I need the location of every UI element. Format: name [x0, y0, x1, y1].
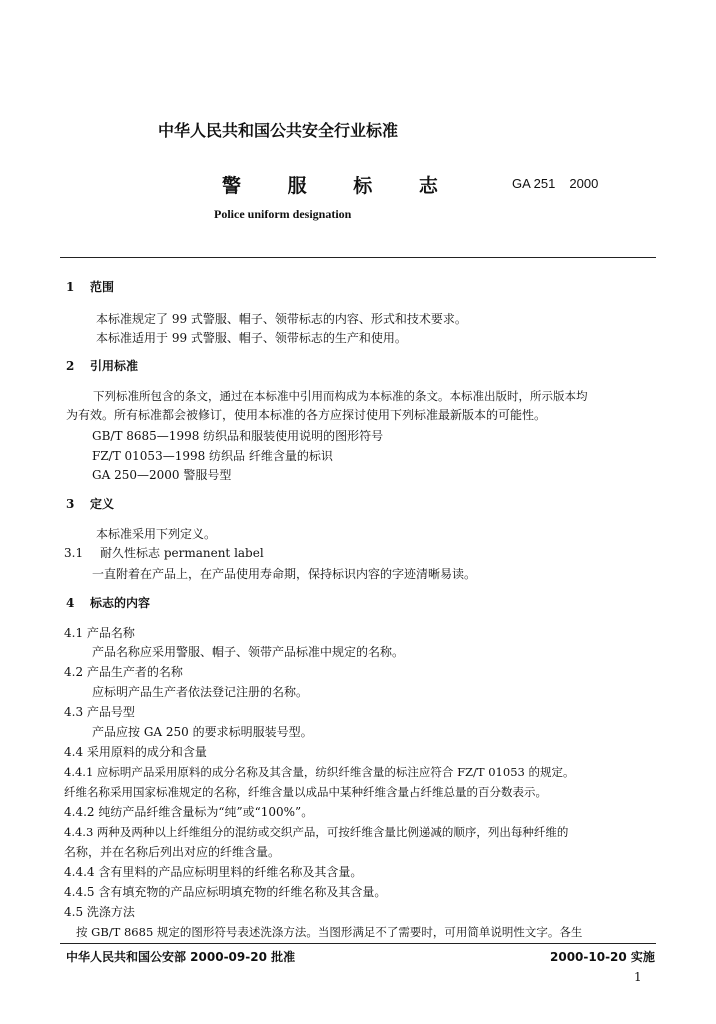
section-4-4-1-line-1: 4.4.1 应标明产品采用原料的成分名称及其含量，纺织纤维含量的标注应符合 FZ/T 01053 的规定。 [64, 765, 575, 779]
section-4-number: 4 [66, 596, 75, 610]
section-3-1-para: 一直附着在产品上，在产品使用寿命期，保持标识内容的字迹清晰易读。 [92, 567, 477, 581]
approval-date: 中华人民共和国公安部 2000-09-20 批准 [66, 950, 296, 964]
standard-code [512, 176, 598, 191]
section-4-2-para: 应标明产品生产者依法登记注册的名称。 [92, 685, 309, 699]
section-4-3-heading: 4.3 产品号型 [64, 705, 135, 719]
english-title: Police uniform designation [214, 207, 352, 221]
section-4-5-heading: 4.5 洗涤方法 [64, 905, 135, 919]
reference-2: FZ/T 01053—1998 纺织品 纤维含量的标识 [92, 449, 333, 463]
section-4-4-heading: 4.4 采用原料的成分和含量 [64, 745, 207, 759]
standard-code-year: 2000 [569, 176, 599, 191]
section-4-4-4: 4.4.4 含有里料的产品应标明里料的纤维名称及其含量。 [64, 865, 363, 879]
section-4-2-heading: 4.2 产品生产者的名称 [64, 665, 183, 679]
section-1-number: 1 [66, 280, 75, 294]
section-3-1-title: 耐久性标志 permanent label [100, 546, 264, 560]
footer-divider [60, 943, 656, 944]
section-2-para-line-2: 为有效。所有标准都会被修订，使用本标准的各方应探讨使用下列标准最新版本的可能性。 [66, 408, 547, 422]
section-3-title: 定义 [90, 497, 115, 511]
standard-code-prefix: GA 251 [512, 176, 556, 191]
section-2-para-line-1: 下列标准所包含的条文，通过在本标准中引用而构成为本标准的条文。本标准出版时，所示版本均 [93, 389, 588, 403]
section-4-1-para: 产品名称应采用警服、帽子、领带产品标准中规定的名称。 [92, 645, 405, 659]
section-2-number: 2 [66, 359, 75, 373]
section-1-para-2: 本标准适用于 99 式警服、帽子、领带标志的生产和使用。 [96, 331, 407, 345]
section-3-number: 3 [66, 497, 75, 511]
section-4-4-1-line-2: 纤维名称采用国家标准规定的名称，纤维含量以成品中某种纤维含量占纤维总量的百分数表示。 [64, 785, 547, 799]
section-4-4-2: 4.4.2 纯纺产品纤维含量标为“纯”或“100%”。 [64, 805, 314, 819]
effective-date: 2000-10-20 实施 [550, 950, 655, 964]
section-4-1-heading: 4.1 产品名称 [64, 626, 135, 640]
section-4-title: 标志的内容 [90, 596, 151, 610]
section-1-title: 范围 [90, 280, 115, 294]
document-title: 警 服 标 志 [222, 175, 458, 197]
section-4-5-para: 按 GB/T 8685 规定的图形符号表述洗涤方法。当图形满足不了需要时，可用简单说明性文字。各生 [76, 925, 583, 939]
section-4-3-para: 产品应按 GA 250 的要求标明服装号型。 [92, 725, 313, 739]
header-divider [60, 257, 656, 258]
section-4-4-3-line-2: 名称，并在名称后列出对应的纤维含量。 [64, 845, 281, 859]
section-3-para: 本标准采用下列定义。 [96, 527, 217, 541]
reference-1: GB/T 8685—1998 纺织品和服装使用说明的图形符号 [92, 429, 384, 443]
section-1-para-1: 本标准规定了 99 式警服、帽子、领带标志的内容、形式和技术要求。 [96, 312, 467, 326]
section-3-1-number: 3.1 [64, 546, 84, 560]
reference-3: GA 250—2000 警服号型 [92, 468, 232, 482]
section-2-title: 引用标准 [90, 359, 139, 373]
section-4-4-3-line-1: 4.4.3 两种及两种以上纤维组分的混纺或交织产品，可按纤维含量比例递减的顺序，列出每种纤维的 [64, 825, 569, 839]
page-number: 1 [634, 970, 642, 984]
standard-org-header: 中华人民共和国公共安全行业标准 [158, 121, 399, 140]
section-4-4-5: 4.4.5 含有填充物的产品应标明填充物的纤维名称及其含量。 [64, 885, 387, 899]
